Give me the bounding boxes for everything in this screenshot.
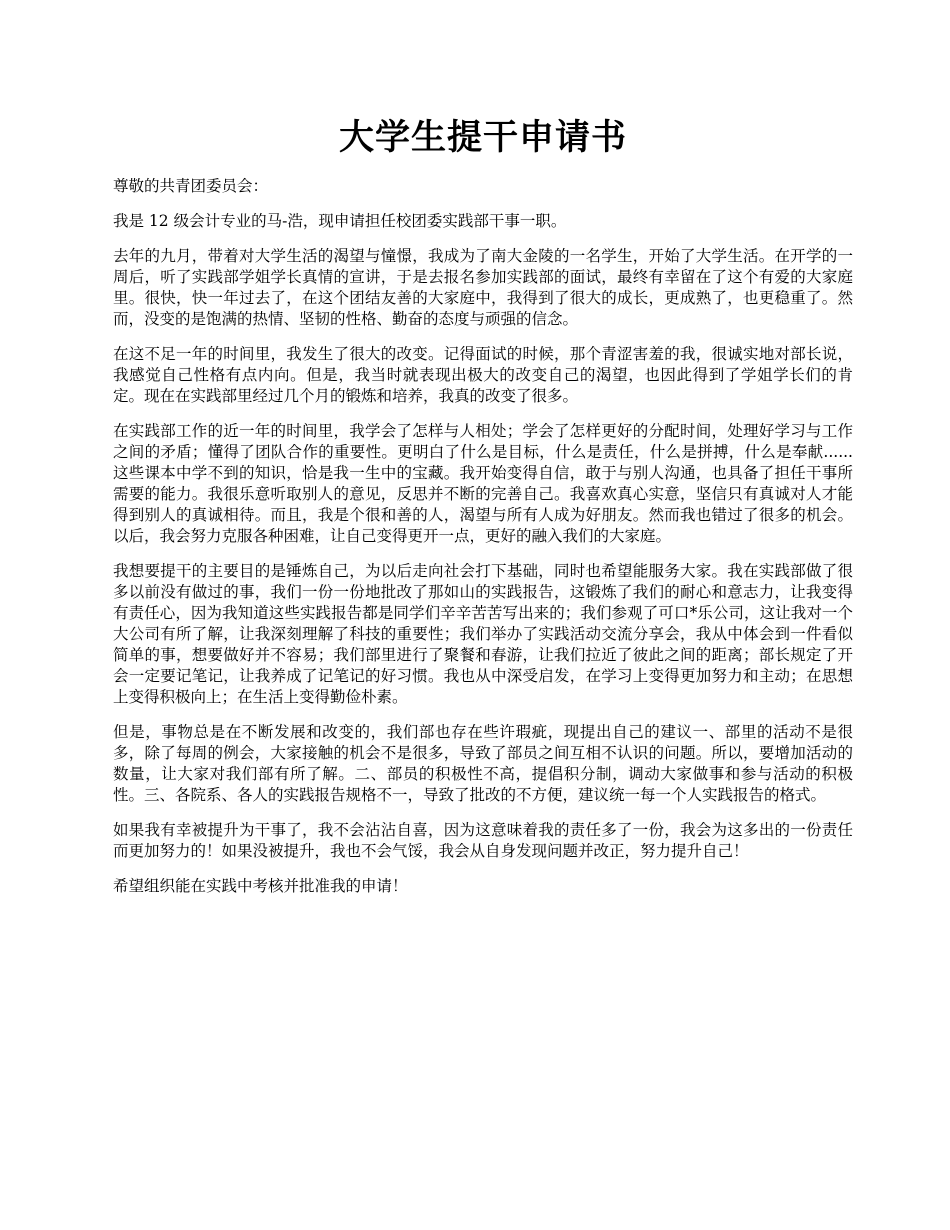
- paragraph: 我是 12 级会计专业的马-浩，现申请担任校团委实践部干事一职。: [113, 212, 567, 230]
- paragraph: 我想要提干的主要目的是锤炼自己，为以后走向社会打下基础，同时也希望能服务大家。我在实践部做了很多以前没有做过的事，我们一份一份地批改了那如山的实践报告，这锻炼了我们的耐心和意志力，让我变得有责任心，因为我知道这些实践报告都是同学们辛辛苦苦写出来的；我们参观了可口*乐公司，这让我对一个大公司有所了解，让我深刻理解了科技的重要性；我们举办了实践活动交流分享会，我从中体会到一件看似简单的事，想要做好并不容易；我们部里进行了聚餐和春游，让我们拉近了彼此之间的距离；部长规定了开会一定要记笔记，让我养成了记笔记的好习惯。我也从中深受启发，在学习上变得更加努力和主动；在思想上变得积极向上；在生活上变得勤俭朴素。: [113, 562, 853, 706]
- paragraph: 在这不足一年的时间里，我发生了很大的改变。记得面试的时候，那个青涩害羞的我，很诚实地对部长说，我感觉自己性格有点内向。但是，我当时就表现出极大的改变自己的渴望，也因此得到了学姐学长们的肯定。现在在实践部里经过几个月的锻炼和培养，我真的改变了很多。: [113, 345, 853, 405]
- paragraph: 去年的九月，带着对大学生活的渴望与憧憬，我成为了南大金陵的一名学生，开始了大学生活。在开学的一周后，听了实践部学姐学长真情的宣讲，于是去报名参加实践部的面试，最终有幸留在了这个有爱的大家庭里。很快，快一年过去了，在这个团结友善的大家庭中，我得到了很大的成长，更成熟了，也更稳重了。然而，没变的是饱满的热情、坚韧的性格、勤奋的态度与顽强的信念。: [113, 247, 853, 328]
- paragraph: 如果我有幸被提升为干事了，我不会沾沾自喜，因为这意味着我的责任多了一份，我会为这多出的一份责任而更加努力的！如果没被提升，我也不会气馁，我会从自身发现问题并改正，努力提升自己！: [113, 821, 853, 860]
- document-page: [113, 112, 853, 911]
- closing-line: 希望组织能在实践中考核并批准我的申请！: [113, 877, 408, 895]
- document-title: 大学生提干申请书: [338, 118, 627, 158]
- salutation: 尊敬的共青团委员会：: [113, 177, 269, 195]
- paragraph: 但是，事物总是在不断发展和改变的，我们部也存在些许瑕疵，现提出自己的建议一、部里的活动不是很多，除了每周的例会，大家接触的机会不是很多，导致了部员之间互相不认识的问题。所以，要增加活动的数量，让大家对我们部有所了解。二、部员的积极性不高，提倡积分制，调动大家做事和参与活动的积极性。三、各院系、各人的实践报告规格不一，导致了批改的不方便，建议统一每一个人实践报告的格式。: [113, 723, 853, 804]
- paragraph: 在实践部工作的近一年的时间里，我学会了怎样与人相处；学会了怎样更好的分配时间，处理好学习与工作之间的矛盾；懂得了团队合作的重要性。更明白了什么是目标，什么是责任，什么是拼搏，什么是奉献......这些课本中学不到的知识，恰是我一生中的宝藏。我开始变得自信，敢于与别人沟通，也具备了担任干事所需要的能力。我很乐意听取别人的意见，反思并不断的完善自己。我喜欢真心实意，坚信只有真诚对人才能得到别人的真诚相待。而且，我是个很和善的人，渴望与所有人成为好朋友。然而我也错过了很多的机会。以后，我会努力克服各种困难，让自己变得更开一点，更好的融入我们的大家庭。: [113, 422, 853, 545]
